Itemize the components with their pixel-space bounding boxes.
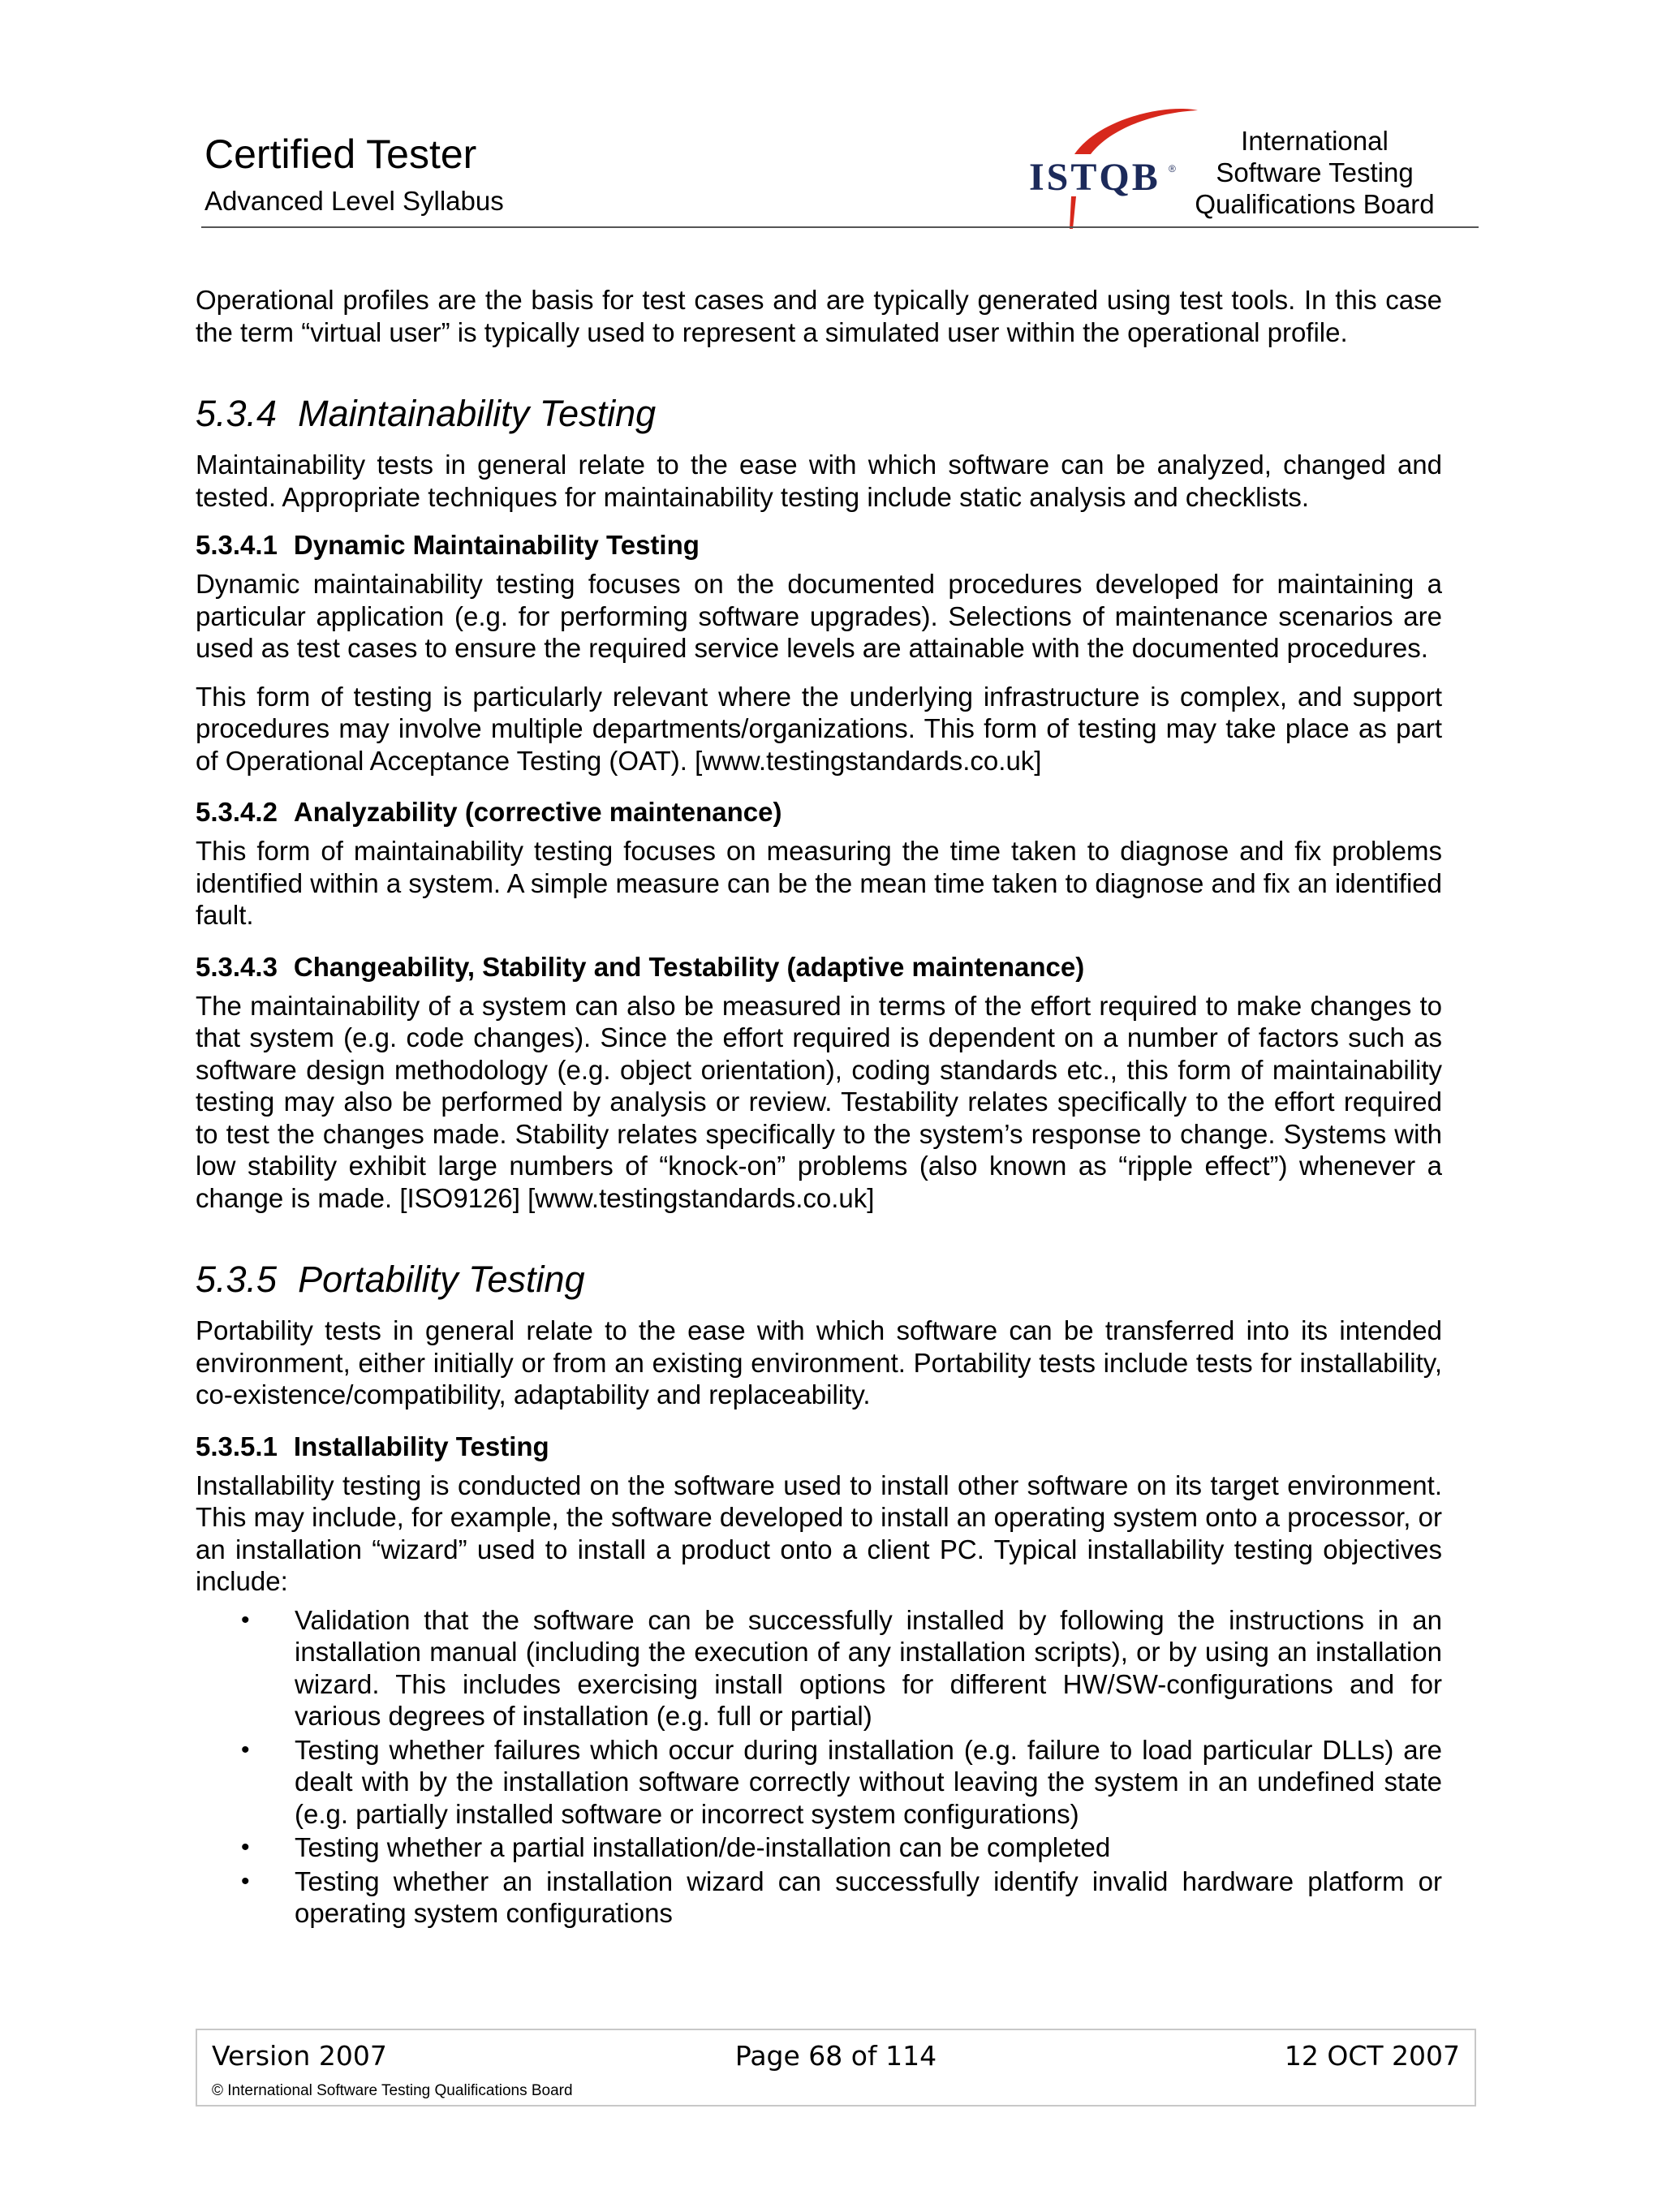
list-item <box>196 1866 1442 1930</box>
footer-page-number: Page 68 of 114 <box>734 2040 937 2072</box>
section-number: 5.3.4 <box>196 393 278 434</box>
subsection-heading-5-3-4-3 <box>196 951 1442 983</box>
paragraph: Installability testing is conducted on the software used to install other software on its target environment. This may include, for example, the software developed to install an operating system onto a processor, or an installation “wizard” used to install a product onto a client PC. Typical installability testing objectives include: <box>196 1470 1442 1596</box>
subsection-title: Changeability, Stability and Testability (adaptive maintenance) <box>293 951 1085 982</box>
bullet-icon: • <box>241 1736 250 1763</box>
document-subtitle: Advanced Level Syllabus <box>205 186 504 216</box>
paragraph: This form of testing is particularly relevant where the underlying infrastructure is complex, and support procedures may involve multiple departments/organizations. This form of testing may take place as part of Operational Acceptance Testing (OAT). [www.testingstandards.co.uk] <box>196 681 1442 776</box>
subsection-number: 5.3.4.2 <box>196 797 278 827</box>
paragraph: Dynamic maintainability testing focuses on the documented procedures developed for maintaining a particular application (e.g. for performing software upgrades). Selections of maintenance scenarios are used as test cases to ensure the required service levels are attainable with the documented procedures. <box>196 569 1442 663</box>
paragraph: Maintainability tests in general relate to the ease with which software can be analyzed, changed and tested. Appropriate techniques for maintainability testing include static analysis and checklists. <box>196 450 1442 512</box>
list-item <box>196 1831 1442 1864</box>
subsection-heading-5-3-4-2 <box>196 796 1442 828</box>
organization-line: Software Testing <box>1216 157 1414 187</box>
organization-line: International <box>1241 126 1389 156</box>
section-number: 5.3.5 <box>196 1259 278 1300</box>
bullet-icon: • <box>241 1606 250 1633</box>
paragraph: The maintainability of a system can also be measured in terms of the effort required to make changes to that system (e.g. code changes). Since the effort required is dependent on a number of factors such as software design methodology (e.g. object orientation), coding standards etc., this form of maintainability testing may also be performed by analysis or review. Testability relates specifically to the effort required to test the changes made. Stability relates specifically to the system’s response to change. Systems with low stability exhibit large numbers of “knock-on” problems (also known as “ripple effect”) whenever a change is made. [ISO9126] [www.testingstandards.co.uk] <box>196 990 1442 1213</box>
paragraph: Portability tests in general relate to the ease with which software can be transferred into its intended environment, either initially or from an existing environment. Portability tests include tests for installability, co-existence/compatibility, adaptability and replaceability. <box>196 1315 1442 1409</box>
section-heading-5-3-4 <box>196 392 1442 436</box>
subsection-title: Dynamic Maintainability Testing <box>293 530 700 560</box>
list-item-text: Testing whether an installation wizard can successfully identify invalid hardware platform or operating system configurations <box>295 1866 1442 1928</box>
subsection-number: 5.3.4.1 <box>196 530 278 560</box>
objectives-list <box>196 1604 1442 1930</box>
subsection-number: 5.3.4.3 <box>196 951 278 982</box>
bullet-icon: • <box>241 1834 250 1861</box>
footer-date: 12 OCT 2007 <box>1284 2040 1460 2072</box>
organization-line: Qualifications Board <box>1195 189 1435 219</box>
section-title: Maintainability Testing <box>298 393 657 434</box>
page-footer <box>196 2029 1476 2107</box>
bullet-icon: • <box>241 1867 250 1895</box>
list-item-text: Testing whether failures which occur during installation (e.g. failure to load particular DLLs) are dealt with by the installation software correctly without leaving the system in an undefined state (e.g. partially installed software or incorrect system configurations) <box>295 1734 1442 1829</box>
subsection-heading-5-3-5-1 <box>196 1431 1442 1463</box>
subsection-title: Installability Testing <box>293 1431 549 1461</box>
subsection-number: 5.3.5.1 <box>196 1431 278 1461</box>
list-item-text: Validation that the software can be successfully installed by following the instructions in an installation manual (including the execution of any installation scripts), or by using an installation wizard. This includes exercising install options for different HW/SW-configurations and for various degrees of installation (e.g. full or partial) <box>295 1604 1442 1731</box>
header-divider <box>201 226 1479 228</box>
svg-text:®: ® <box>1169 163 1176 174</box>
intro-paragraph: Operational profiles are the basis for test cases and are typically generated using test tools. In this case the term “virtual user” is typically used to represent a simulated user within the operational profile. <box>196 285 1442 347</box>
page-body <box>196 284 1442 1931</box>
subsection-heading-5-3-4-1 <box>196 529 1442 562</box>
document-title: Certified Tester <box>205 131 477 177</box>
list-item <box>196 1734 1442 1831</box>
organization-name <box>1160 125 1469 220</box>
list-item <box>196 1604 1442 1732</box>
paragraph: This form of maintainability testing focuses on measuring the time taken to diagnose and fix problems identified within a system. A simple measure can be the mean time taken to diagnose and fix an identified fault. <box>196 836 1442 930</box>
section-heading-5-3-5 <box>196 1258 1442 1302</box>
subsection-title: Analyzability (corrective maintenance) <box>293 797 782 827</box>
footer-version: Version 2007 <box>212 2040 387 2072</box>
istqb-logo-text: ISTQB <box>1029 156 1160 199</box>
list-item-text: Testing whether a partial installation/de-installation can be completed <box>295 1832 1111 1862</box>
footer-copyright: © International Software Testing Qualifications Board <box>212 2082 573 2099</box>
section-title: Portability Testing <box>298 1259 585 1300</box>
